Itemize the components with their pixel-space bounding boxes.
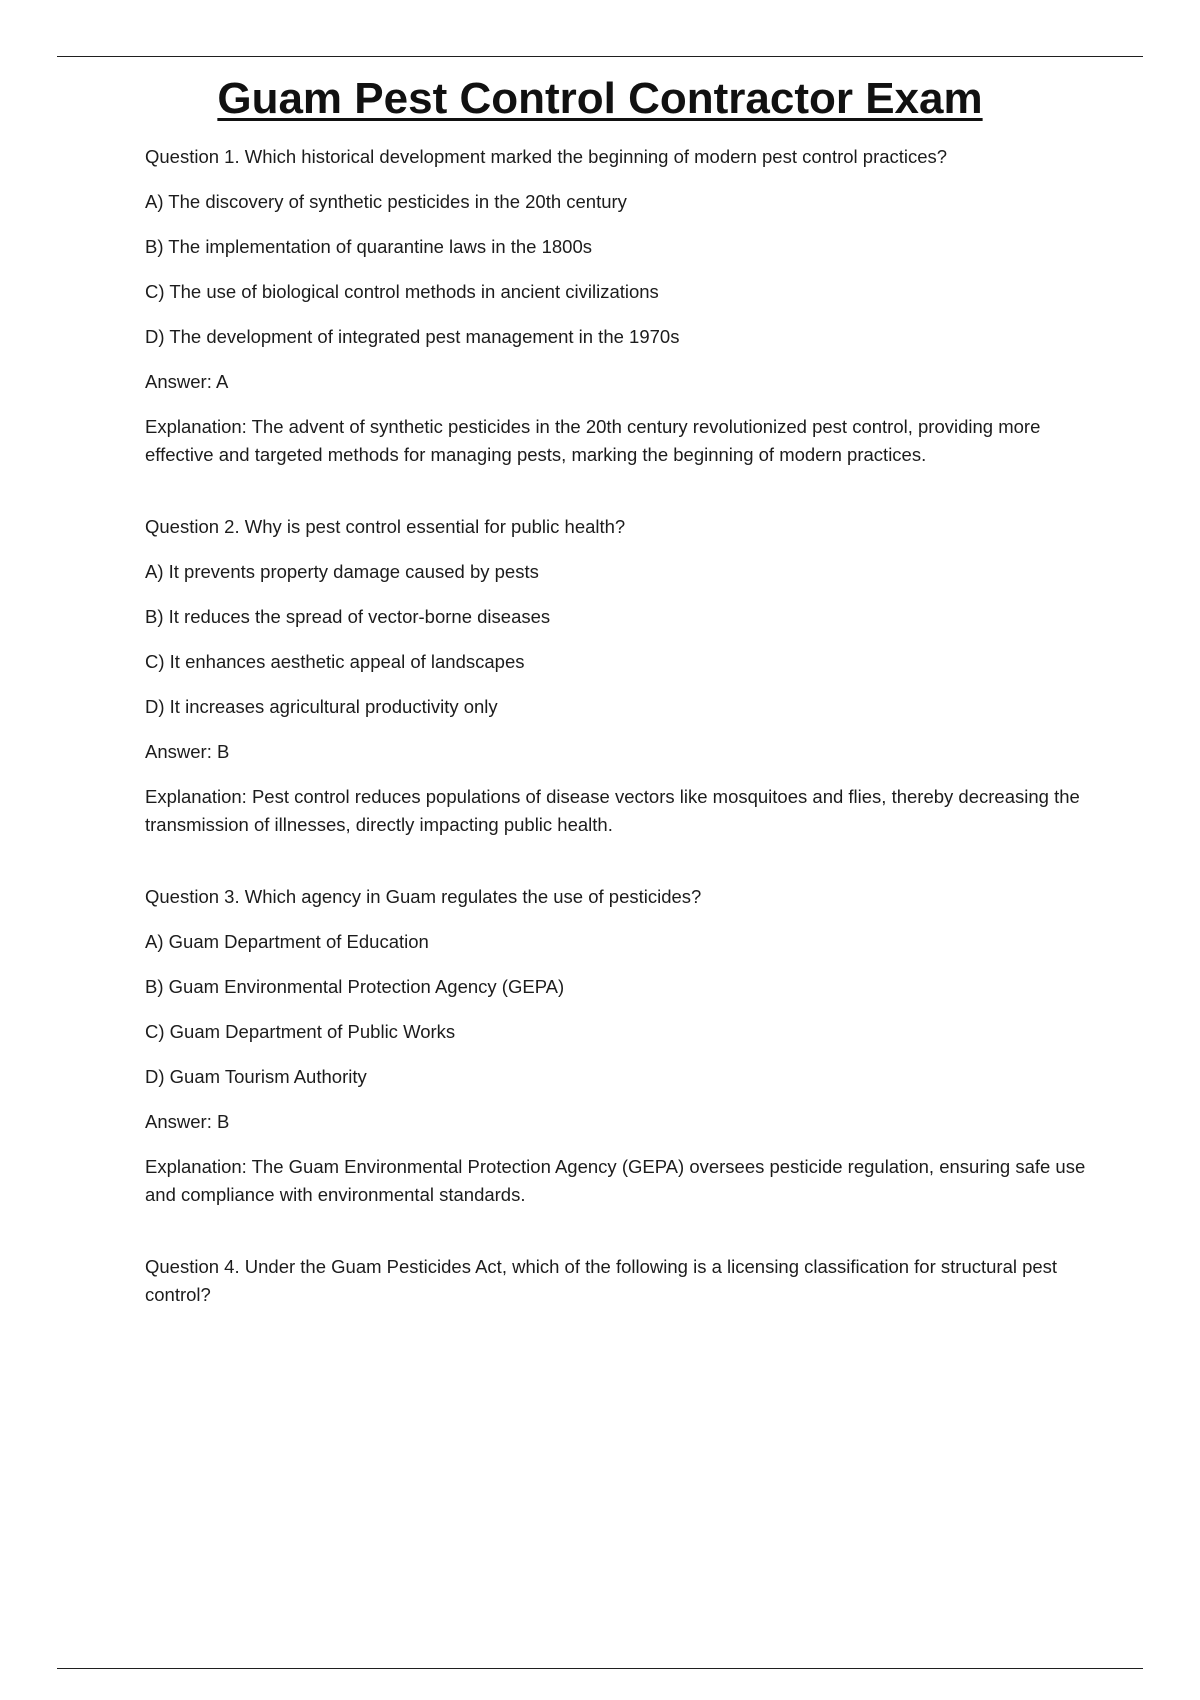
question-text: Question 2. Why is pest control essential for public health? xyxy=(145,516,626,537)
title-container xyxy=(0,74,1200,124)
explanation: Explanation: Pest control reduces populations of disease vectors like mosquitoes and flies, thereby decreasing the transmission of illnesses, directly impacting public health. xyxy=(145,786,1080,835)
option-a: A) The discovery of synthetic pesticides in the 20th century xyxy=(145,191,627,212)
option-c: C) Guam Department of Public Works xyxy=(145,1021,456,1042)
option-b: B) Guam Environmental Protection Agency (GEPA) xyxy=(145,976,565,997)
option-d: D) Guam Tourism Authority xyxy=(145,1066,367,1087)
option-d: D) The development of integrated pest management in the 1970s xyxy=(145,326,680,347)
option-a: A) It prevents property damage caused by pests xyxy=(145,561,539,582)
question-text: Question 1. Which historical development marked the beginning of modern pest control practices? xyxy=(145,146,948,167)
answer: Answer: B xyxy=(145,1111,230,1132)
question-block-3 xyxy=(145,883,1095,1209)
question-text: Question 4. Under the Guam Pesticides Act, which of the following is a licensing classification for structural pest control? xyxy=(145,1256,1058,1305)
option-b: B) It reduces the spread of vector-borne diseases xyxy=(145,606,551,627)
answer: Answer: B xyxy=(145,741,230,762)
bottom-rule xyxy=(57,1668,1143,1669)
explanation: Explanation: The Guam Environmental Protection Agency (GEPA) oversees pesticide regulation, ensuring safe use and compliance with environmental standards. xyxy=(145,1156,1086,1205)
question-block-2 xyxy=(145,513,1095,839)
questions-container xyxy=(145,143,1095,1353)
option-c: C) The use of biological control methods in ancient civilizations xyxy=(145,281,659,302)
question-block-1 xyxy=(145,143,1095,469)
option-b: B) The implementation of quarantine laws in the 1800s xyxy=(145,236,593,257)
option-c: C) It enhances aesthetic appeal of landscapes xyxy=(145,651,525,672)
question-block-4 xyxy=(145,1253,1095,1309)
top-rule xyxy=(57,56,1143,57)
option-d: D) It increases agricultural productivity only xyxy=(145,696,498,717)
question-text: Question 3. Which agency in Guam regulates the use of pesticides? xyxy=(145,886,702,907)
explanation: Explanation: The advent of synthetic pesticides in the 20th century revolutionized pest control, providing more effective and targeted methods for managing pests, marking the beginning of modern practices. xyxy=(145,416,1041,465)
answer: Answer: A xyxy=(145,371,229,392)
page-title: Guam Pest Control Contractor Exam xyxy=(217,74,983,123)
option-a: A) Guam Department of Education xyxy=(145,931,429,952)
